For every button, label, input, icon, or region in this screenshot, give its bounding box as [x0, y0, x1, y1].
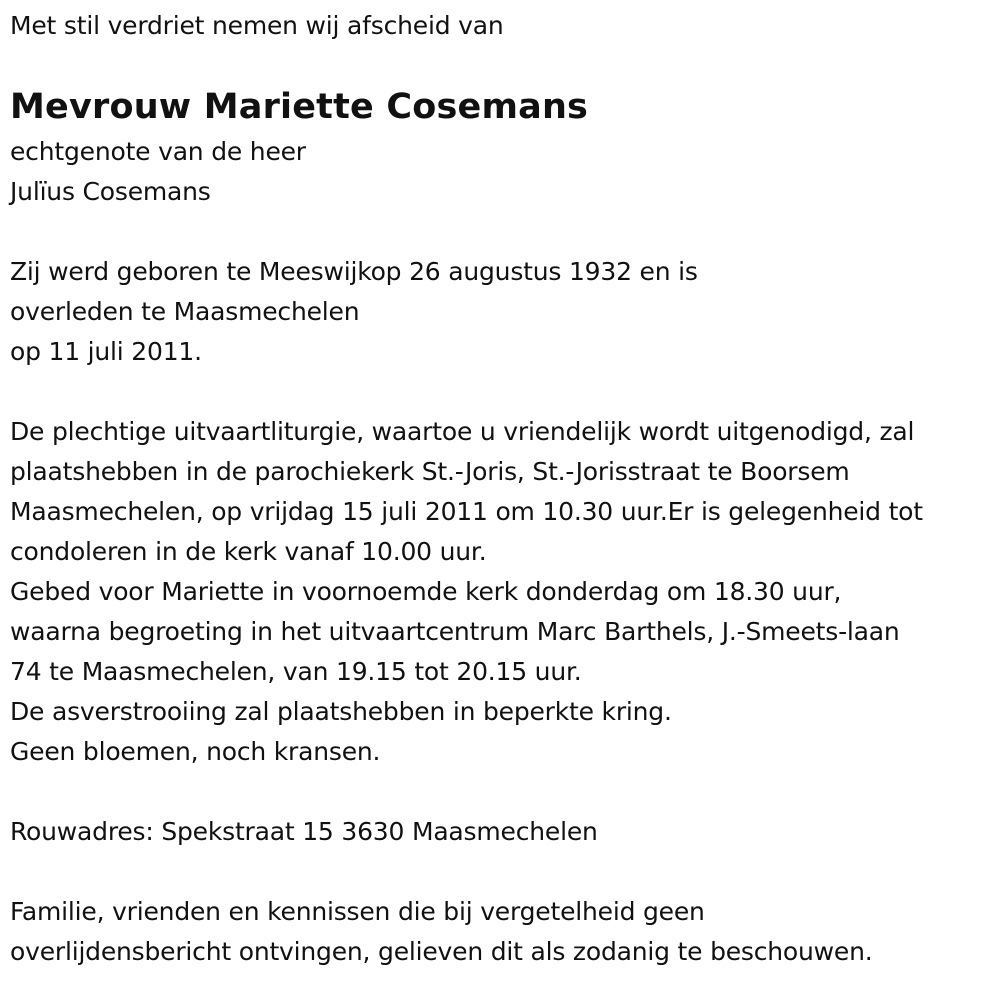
ceremony-section	[10, 412, 995, 772]
spacer	[10, 852, 995, 892]
closing-section	[10, 892, 995, 972]
mourning-address: Rouwadres: Spekstraat 15 3630 Maasmechelen	[10, 817, 598, 846]
birth-death-section	[10, 252, 995, 372]
deceased-name: Mevrouw Mariette Cosemans	[10, 87, 589, 127]
ceremony-line: 74 te Maasmechelen, van 19.15 tot 20.15 uur.	[10, 657, 582, 686]
ceremony-line: plaatshebben in de parochiekerk St.-Joris, St.-Jorisstraat te Boorsem	[10, 457, 850, 486]
ceremony-line: Gebed voor Mariette in voornoemde kerk donderdag om 18.30 uur,	[10, 577, 842, 606]
birth-death-line: overleden te Maasmechelen	[10, 297, 360, 326]
spacer	[10, 372, 995, 412]
spouse-name: Julïus Cosemans	[10, 177, 211, 206]
birth-death-line: op 11 juli 2011.	[10, 337, 202, 366]
ceremony-line: waarna begroeting in het uitvaartcentrum Marc Barthels, J.-Smeets-laan	[10, 617, 900, 646]
closing-line: overlijdensbericht ontvingen, gelieven dit als zodanig te beschouwen.	[10, 937, 873, 966]
obituary-notice	[10, 6, 995, 972]
ceremony-line: Maasmechelen, op vrijdag 15 juli 2011 om 10.30 uur.Er is gelegenheid tot	[10, 497, 923, 526]
ceremony-line: Geen bloemen, noch kransen.	[10, 737, 381, 766]
spacer	[10, 772, 995, 812]
birth-death-line: Zij werd geboren te Meeswijkop 26 augustus 1932 en is	[10, 257, 698, 286]
ceremony-line: condoleren in de kerk vanaf 10.00 uur.	[10, 537, 487, 566]
intro-text: Met stil verdriet nemen wij afscheid van	[10, 11, 504, 40]
spouse-line: echtgenote van de heer	[10, 137, 306, 166]
spacer	[10, 212, 995, 252]
ceremony-line: De plechtige uitvaartliturgie, waartoe u vriendelijk wordt uitgenodigd, zal	[10, 417, 915, 446]
closing-line: Familie, vrienden en kennissen die bij vergetelheid geen	[10, 897, 705, 926]
ceremony-line: De asverstrooiing zal plaatshebben in beperkte kring.	[10, 697, 672, 726]
